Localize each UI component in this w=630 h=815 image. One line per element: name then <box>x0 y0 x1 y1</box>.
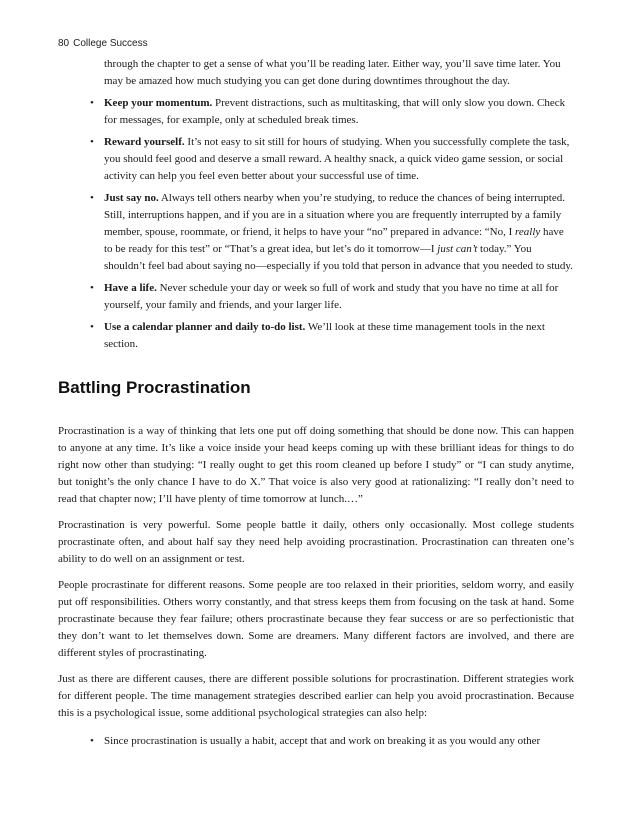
running-header <box>58 38 148 49</box>
bullet-icon: • <box>90 192 94 204</box>
list-item <box>58 134 574 185</box>
page-number: 80 <box>58 38 70 49</box>
tip-text: Always tell others nearby when you’re studying, to reduce the chances of being interrupted. Still, interruptions happen, and if you are in a situation where you are frequently interrupted by a family member, spouse, roommate, or friend, it helps to have your “no” prepared in advance: “No, I <box>104 192 565 238</box>
tip-text: today.” You shouldn’t feel bad about saying no—especially if you told that person in advance that you needed to study. <box>104 243 573 272</box>
tip-lead: Just say no. <box>104 192 159 204</box>
list-item <box>58 319 574 353</box>
continuation-paragraph: through the chapter to get a sense of what you’ll be reading later. Either way, you’ll save time later. You may be amazed how much studying you can get done during downtimes throughout the day. <box>104 58 561 87</box>
tip-lead: Use a calendar planner and daily to-do list. <box>104 321 306 333</box>
tip-text: Prevent distractions, such as multitasking, that will only slow you down. Check for messages, for example, only at scheduled break times. <box>104 97 566 126</box>
bullet-icon: • <box>90 735 94 747</box>
list-item <box>58 95 574 129</box>
bullet-icon: • <box>90 321 94 333</box>
tip-text: Never schedule your day or week so full of work and study that you have no time at all for yourself, your family and friends, and your larger life. <box>104 282 559 311</box>
bullet-icon: • <box>90 97 94 109</box>
tip-lead: Have a life. <box>104 282 157 294</box>
book-title: College Success <box>73 38 148 49</box>
tip-text: It’s not easy to sit still for hours of studying. When you successfully complete the task, you should feel good and deserve a small reward. A healthy snack, a quick video game session, or social activity can help you feel even better about your successful use of time. <box>104 136 570 182</box>
tip-lead: Reward yourself. <box>104 136 185 148</box>
bullet-icon: • <box>90 282 94 294</box>
bullet-icon: • <box>90 136 94 148</box>
strategy-text: Since procrastination is usually a habit, accept that and work on breaking it as you would any other <box>104 735 541 747</box>
tip-text: have to be ready for this test” or “That’s a great idea, but let’s do it tomorrow—I <box>104 226 564 255</box>
list-item <box>58 733 574 750</box>
tip-text: We’ll look at these time management tools in the next section. <box>104 321 545 350</box>
body-paragraph: Procrastination is a way of thinking that lets one put off doing something that should be done now. This can happen to anyone at any time. It’s like a voice inside your head keeps coming up with these brilliant ideas for things to do right now other than studying: “I really ought to get this room cleaned up before I study” or “I can study anytime, but tonight’s the only chance I have to do X.” That voice is also very good at rationalizing: “I really don’t need to read that chapter now; I’ll have plenty of time tomorrow at lunch.…” <box>58 425 574 505</box>
section-heading: Battling Procrastination <box>58 378 251 397</box>
body-paragraph: Procrastination is very powerful. Some people battle it daily, others only occasionally. Most college students procrastinate often, and about half say they need help avoiding procrastination. Procrastination can threaten one’s ability to do well on an assignment or test. <box>58 519 574 565</box>
page-content <box>58 56 574 750</box>
body-paragraph: Just as there are different causes, there are different possible solutions for procrastination. Different strategies work for different people. The time management strategies described earlier can help you avoid procrastination. Because this is a psychological issue, some additional psychological strategies can also help: <box>58 673 574 719</box>
tip-lead: Keep your momentum. <box>104 97 213 109</box>
strategies-list <box>58 733 574 750</box>
list-item <box>58 190 574 275</box>
list-item <box>58 280 574 314</box>
emphasis-text: just can’t <box>437 243 478 255</box>
time-tips-list <box>58 95 574 353</box>
body-paragraph: People procrastinate for different reasons. Some people are too relaxed in their priorities, seldom worry, and easily put off responsibilities. Others worry constantly, and that stress keeps them from focusing on the task at hand. Some procrastinate because they fear failure; others procrastinate because they fear success or are so perfectionistic that they don’t want to let themselves down. Some are dreamers. Many different factors are involved, and there are different styles of procrastinating. <box>58 579 574 659</box>
emphasis-text: really <box>515 226 541 238</box>
